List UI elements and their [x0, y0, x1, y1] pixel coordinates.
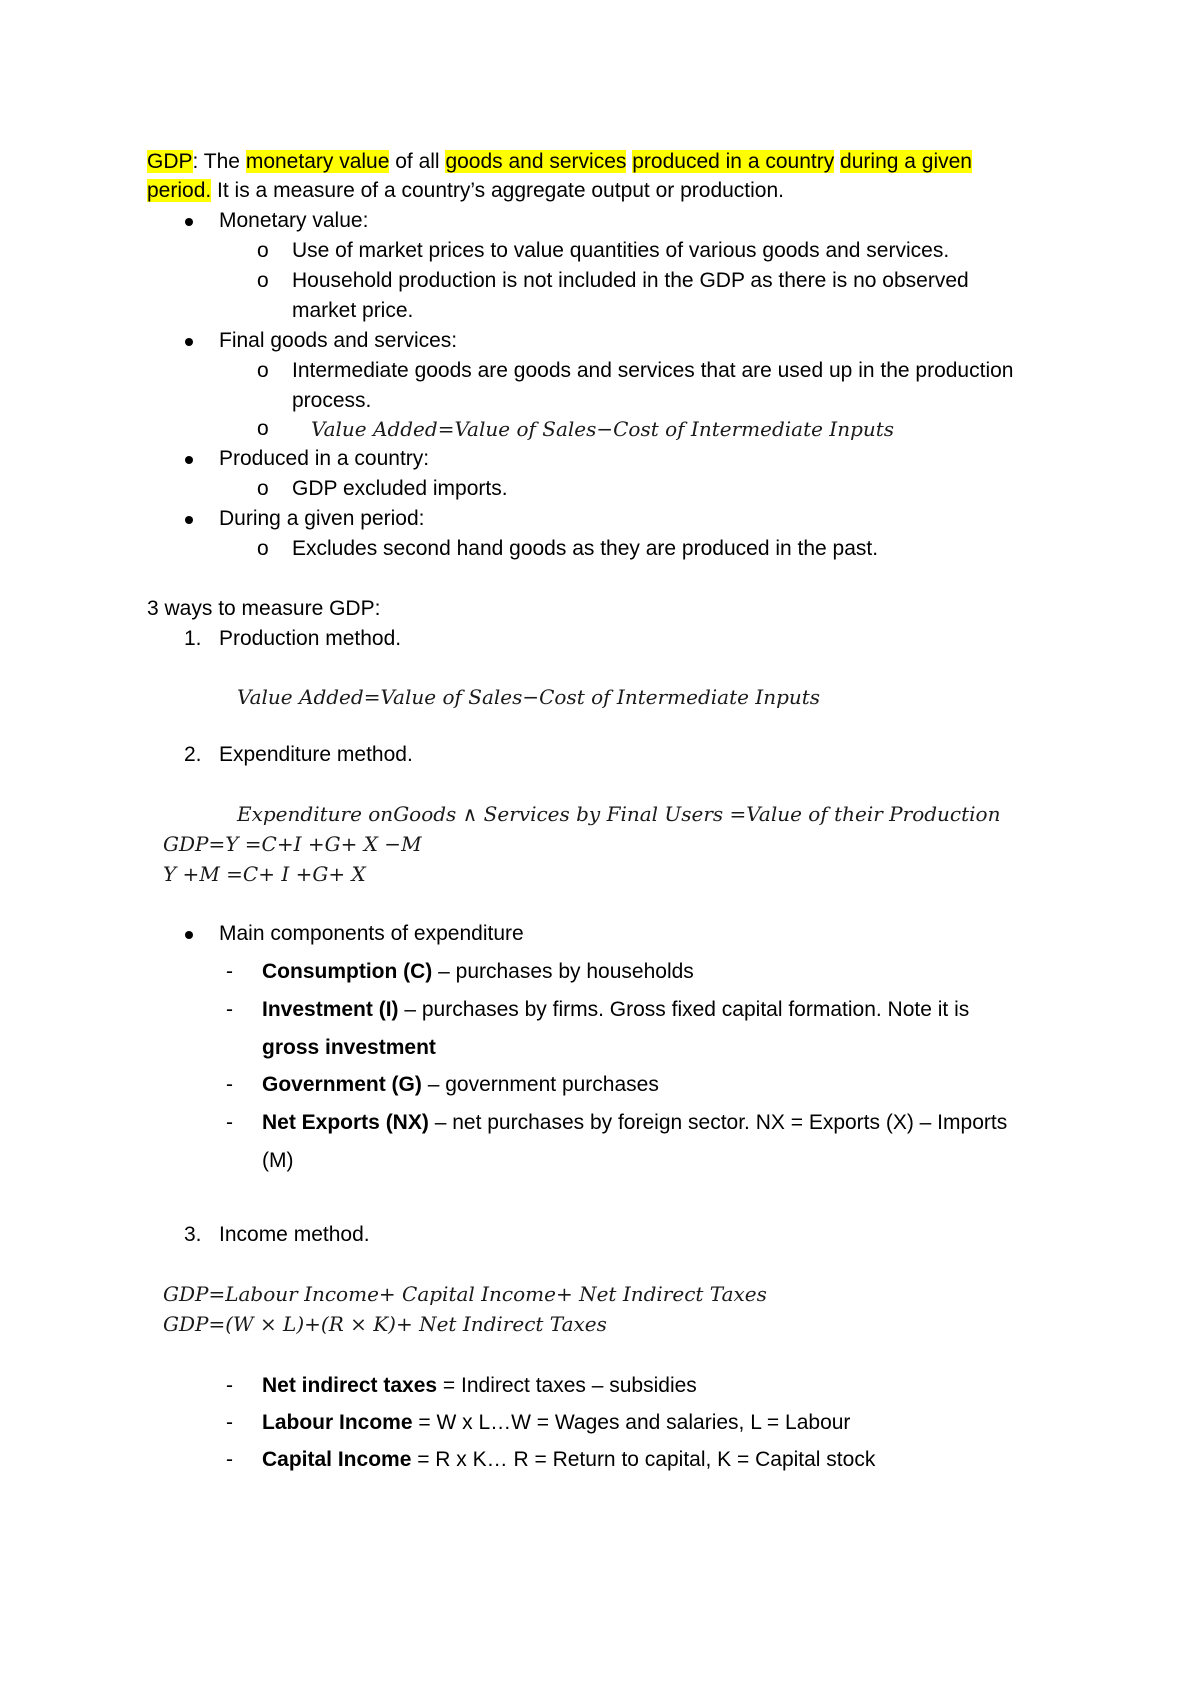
expenditure-formula-2: GDP=Y =C+I +G+ X −M — [163, 832, 422, 856]
component-net-exports-cont: (M) — [262, 1149, 294, 1172]
highlight-goods-services: goods and services — [445, 150, 627, 173]
circle-bullet-icon: o — [257, 359, 269, 382]
dash-bullet-icon: - — [226, 1374, 233, 1397]
period-title: During a given period: — [219, 507, 425, 530]
component-consumption: Consumption (C) – purchases by households — [262, 960, 694, 983]
expenditure-method-title: Expenditure method. — [219, 743, 413, 766]
dash-bullet-icon: - — [226, 1448, 233, 1471]
final-item-1-cont: process. — [292, 389, 372, 412]
production-formula: Value Added=Value of Sales−Cost of Intermediate Inputs — [237, 685, 821, 709]
component-net-exports: Net Exports (NX) – net purchases by foreign sector. NX = Exports (X) – Imports — [262, 1111, 1008, 1134]
ways-heading: 3 ways to measure GDP: — [147, 597, 381, 620]
circle-bullet-icon: o — [257, 537, 269, 560]
bullet-icon — [185, 931, 193, 939]
monetary-item-1: Use of market prices to value quantities of various goods and services. — [292, 239, 950, 262]
bullet-icon — [185, 456, 193, 464]
final-item-1: Intermediate goods are goods and services that are used up in the production — [292, 359, 1014, 382]
produced-title: Produced in a country: — [219, 447, 430, 470]
produced-item-1: GDP excluded imports. — [292, 477, 508, 500]
income-formula-2: GDP=(W × L)+(R × K)+ Net Indirect Taxes — [163, 1312, 607, 1336]
period-item-1: Excludes second hand goods as they are produced in the past. — [292, 537, 879, 560]
monetary-item-2-cont: market price. — [292, 299, 414, 322]
production-method-title: Production method. — [219, 627, 402, 650]
component-investment: Investment (I) – purchases by firms. Gross fixed capital formation. Note it is — [262, 998, 970, 1021]
circle-bullet-icon: o — [257, 417, 269, 440]
dash-bullet-icon: - — [226, 960, 233, 983]
component-government: Government (G) – government purchases — [262, 1073, 659, 1096]
highlight-period: period. — [147, 179, 212, 202]
gdp-definition-line-2: period. It is a measure of a country’s aggregate output or production. — [147, 179, 785, 202]
income-item-net-indirect-taxes: Net indirect taxes = Indirect taxes – subsidies — [262, 1374, 697, 1397]
circle-bullet-icon: o — [257, 477, 269, 500]
dash-bullet-icon: - — [226, 1411, 233, 1434]
gdp-definition-line-1: GDP: The monetary value of all goods and services produced in a country during a given — [147, 150, 972, 173]
monetary-item-2: Household production is not included in the GDP as there is no observed — [292, 269, 969, 292]
dash-bullet-icon: - — [226, 1111, 233, 1134]
circle-bullet-icon: o — [257, 239, 269, 262]
bullet-icon — [185, 338, 193, 346]
monetary-value-title: Monetary value: — [219, 209, 369, 232]
list-number: 1. — [184, 627, 202, 650]
list-number: 3. — [184, 1223, 202, 1246]
income-formula-1: GDP=Labour Income+ Capital Income+ Net Indirect Taxes — [163, 1282, 767, 1306]
value-added-formula: Value Added=Value of Sales−Cost of Intermediate Inputs — [311, 417, 895, 441]
income-item-labour: Labour Income = W x L…W = Wages and salaries, L = Labour — [262, 1411, 851, 1434]
list-number: 2. — [184, 743, 202, 766]
dash-bullet-icon: - — [226, 998, 233, 1021]
components-title: Main components of expenditure — [219, 922, 524, 945]
income-item-capital: Capital Income = R x K… R = Return to capital, K = Capital stock — [262, 1448, 876, 1471]
dash-bullet-icon: - — [226, 1073, 233, 1096]
final-goods-title: Final goods and services: — [219, 329, 458, 352]
component-investment-cont: gross investment — [262, 1036, 436, 1059]
income-method-title: Income method. — [219, 1223, 370, 1246]
bullet-icon — [185, 516, 193, 524]
highlight-produced-in-country: produced in a country — [632, 150, 835, 173]
expenditure-formula-3: Y +M =C+ I +G+ X — [163, 862, 366, 886]
circle-bullet-icon: o — [257, 269, 269, 292]
bullet-icon — [185, 218, 193, 226]
highlight-monetary-value: monetary value — [245, 150, 390, 173]
gdp-term: GDP — [147, 150, 193, 173]
highlight-during-given: during a given — [840, 150, 972, 173]
expenditure-formula-1: Expenditure onGoods ∧ Services by Final Users =Value of their Production — [237, 802, 1001, 826]
